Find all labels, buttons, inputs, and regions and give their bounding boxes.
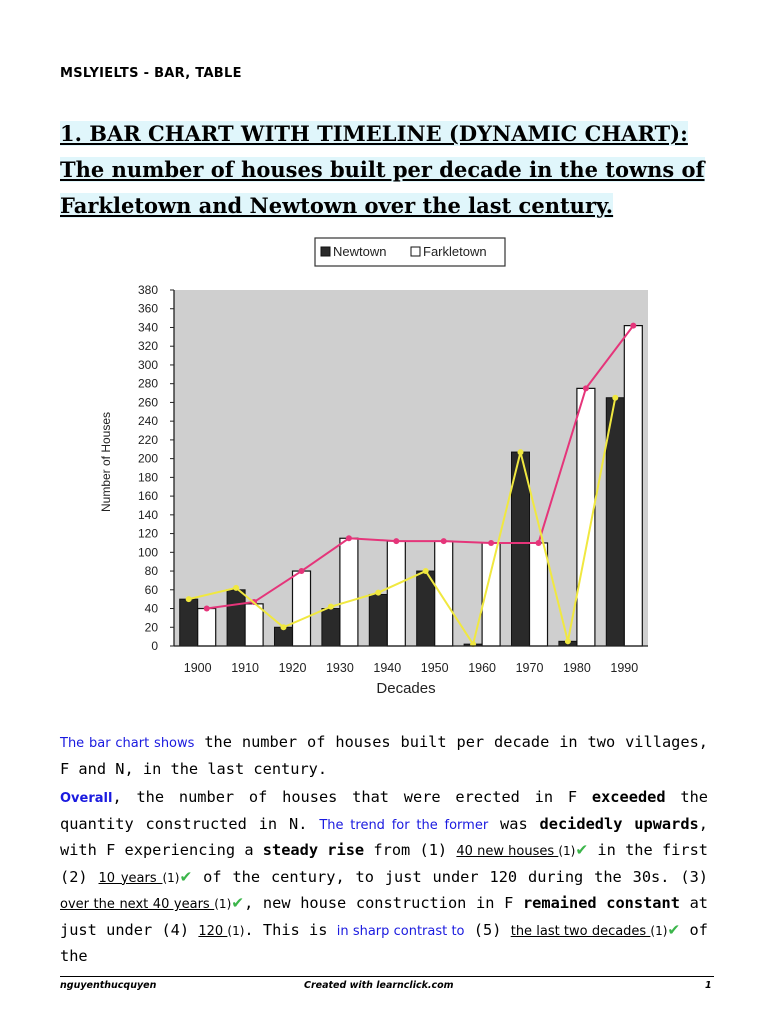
gap-score-4: (1) [227, 923, 245, 938]
text-span: of the century, to just under 120 during the 30s. (3) [192, 867, 708, 886]
page-title [60, 116, 720, 224]
y-axis-label: Number of Houses [99, 411, 113, 513]
text-span: . This is [244, 920, 337, 939]
bar-newtown-1940 [369, 594, 387, 646]
farkletown-trend-point-1950 [441, 538, 447, 544]
x-tick-label-1930: 1930 [325, 661, 354, 675]
x-tick-label-1980: 1980 [562, 661, 591, 675]
paragraph-intro [60, 730, 708, 781]
cue-phrase: The bar chart shows [60, 736, 195, 751]
key-term-steady-rise: steady rise [262, 841, 365, 859]
footer-divider [60, 976, 714, 977]
farkletown-trend-point-1940 [393, 538, 399, 544]
text-span: in the first (2) [60, 841, 708, 886]
newtown-trend-point-1910 [233, 585, 239, 591]
farkletown-trend-point-1930 [346, 535, 352, 541]
body-text [60, 730, 708, 973]
gap-answer-5[interactable]: the last two decades [510, 923, 651, 939]
key-term-decidedly-upwards: decidedly upwards [539, 814, 699, 833]
gap-answer-2[interactable]: 10 years [98, 870, 163, 886]
bar-farkletown-1920 [293, 571, 311, 646]
footer-credit: Created with learnclick.com [304, 980, 454, 991]
cue-trend: The trend for the former [319, 817, 489, 833]
legend-label-farkletown: Farkletown [423, 244, 487, 259]
y-tick-label-240: 240 [137, 414, 158, 429]
bar-newtown-1900 [180, 599, 198, 646]
y-tick-label-300: 300 [137, 357, 158, 372]
bar-farkletown-1940 [387, 541, 405, 646]
newtown-trend-point-1990 [612, 395, 618, 401]
y-tick-label-260: 260 [137, 395, 158, 410]
cue-overall: Overall [60, 791, 113, 806]
newtown-trend-point-1980 [565, 638, 571, 644]
gap-score-2: (1) [162, 870, 180, 885]
newtown-trend-point-1970 [517, 449, 523, 455]
farkletown-trend-point-1920 [299, 568, 305, 574]
farkletown-trend-point-1900 [204, 606, 210, 612]
text-span: (5) [464, 920, 511, 939]
x-tick-label-1970: 1970 [515, 661, 544, 675]
gap-answer-4[interactable]: 120 [198, 923, 228, 939]
farkletown-trend-point-1980 [583, 385, 589, 391]
paragraph-overall [60, 785, 708, 969]
legend-swatch-newtown [321, 247, 330, 256]
y-tick-label-340: 340 [137, 320, 158, 335]
y-tick-label-40: 40 [144, 601, 158, 616]
newtown-trend-point-1940 [375, 590, 381, 596]
y-tick-label-0: 0 [151, 639, 158, 653]
x-tick-label-1990: 1990 [610, 661, 639, 675]
text-span: , the number of houses that were erected in F [112, 788, 592, 806]
gap-answer-3[interactable]: over the next 40 years [60, 897, 215, 912]
legend-swatch-farkletown [411, 247, 420, 256]
bar-farkletown-1950 [435, 541, 453, 646]
y-tick-label-220: 220 [137, 432, 158, 447]
x-axis-label: Decades [376, 680, 436, 697]
bar-farkletown-1990 [624, 326, 642, 646]
bar-farkletown-1900 [198, 609, 216, 646]
correct-check-icon: ✔ [179, 867, 193, 886]
bar-farkletown-1970 [530, 543, 548, 646]
y-tick-label-320: 320 [137, 339, 158, 354]
x-tick-label-1900: 1900 [183, 661, 212, 675]
title-line-1: 1. BAR CHART WITH TIMELINE (DYNAMIC CHART): [60, 121, 688, 146]
correct-check-icon: ✔ [231, 894, 245, 912]
y-tick-label-80: 80 [144, 564, 158, 579]
footer-page-number: 1 [705, 980, 712, 991]
gap-score-1: (1) [558, 844, 576, 858]
x-tick-label-1920: 1920 [278, 661, 307, 675]
bar-chart [88, 232, 668, 702]
x-tick-label-1950: 1950 [420, 661, 449, 675]
text-span: , new house construction in F [244, 894, 523, 912]
x-tick-label-1910: 1910 [231, 661, 260, 675]
bar-farkletown-1910 [245, 604, 263, 646]
bar-newtown-1910 [227, 590, 245, 646]
document-header: MSLYIELTS - BAR, TABLE [60, 66, 242, 81]
legend [315, 238, 505, 266]
title-line-3: Farkletown and Newtown over the last century. [60, 193, 614, 218]
y-tick-label-120: 120 [137, 526, 158, 541]
text-span: the quantity constructed in N. [60, 788, 708, 833]
paragraph-text: the number of houses built per decade in two villages, F and N, in the last century. [60, 733, 708, 778]
newtown-trend-point-1950 [423, 568, 429, 574]
key-term-remained-constant: remained constant [522, 894, 680, 912]
newtown-trend-point-1920 [280, 624, 286, 630]
y-tick-label-180: 180 [137, 470, 158, 485]
bar-farkletown-1930 [340, 538, 358, 646]
text-span: from (1) [364, 841, 457, 859]
cue-contrast: in sharp contrast to [336, 923, 465, 939]
gap-answer-1[interactable]: 40 new houses [456, 844, 559, 859]
x-tick-label-1940: 1940 [373, 661, 402, 675]
y-tick-label-60: 60 [144, 582, 158, 597]
farkletown-trend-point-1960 [488, 540, 494, 546]
gap-score-3: (1) [214, 897, 232, 911]
title-line-2: The number of houses built per decade in the towns of [60, 157, 705, 182]
bar-newtown-1930 [322, 609, 340, 646]
newtown-trend-point-1900 [186, 596, 192, 602]
x-tick-label-1960: 1960 [468, 661, 497, 675]
y-tick-label-280: 280 [137, 376, 158, 391]
y-tick-label-360: 360 [137, 301, 158, 316]
y-tick-label-200: 200 [137, 451, 158, 466]
y-tick-label-140: 140 [137, 507, 158, 522]
legend-label-newtown: Newtown [333, 244, 387, 259]
correct-check-icon: ✔ [575, 841, 589, 859]
key-term-exceeded: exceeded [591, 788, 666, 806]
footer-author: nguyenthucquyen [60, 980, 157, 991]
y-tick-label-20: 20 [144, 620, 158, 635]
gap-score-5: (1) [650, 923, 668, 938]
y-tick-label-100: 100 [137, 545, 158, 560]
farkletown-trend-point-1990 [630, 323, 636, 329]
newtown-trend-point-1930 [328, 604, 334, 610]
y-tick-label-380: 380 [137, 283, 158, 297]
correct-check-icon: ✔ [667, 920, 681, 939]
text-span: was [488, 814, 540, 833]
farkletown-trend-point-1970 [536, 540, 542, 546]
text-span: , with F experiencing a [60, 814, 708, 859]
text-span: of the [60, 920, 708, 965]
text-span: at just under (4) [60, 894, 708, 939]
y-tick-label-160: 160 [137, 489, 158, 504]
